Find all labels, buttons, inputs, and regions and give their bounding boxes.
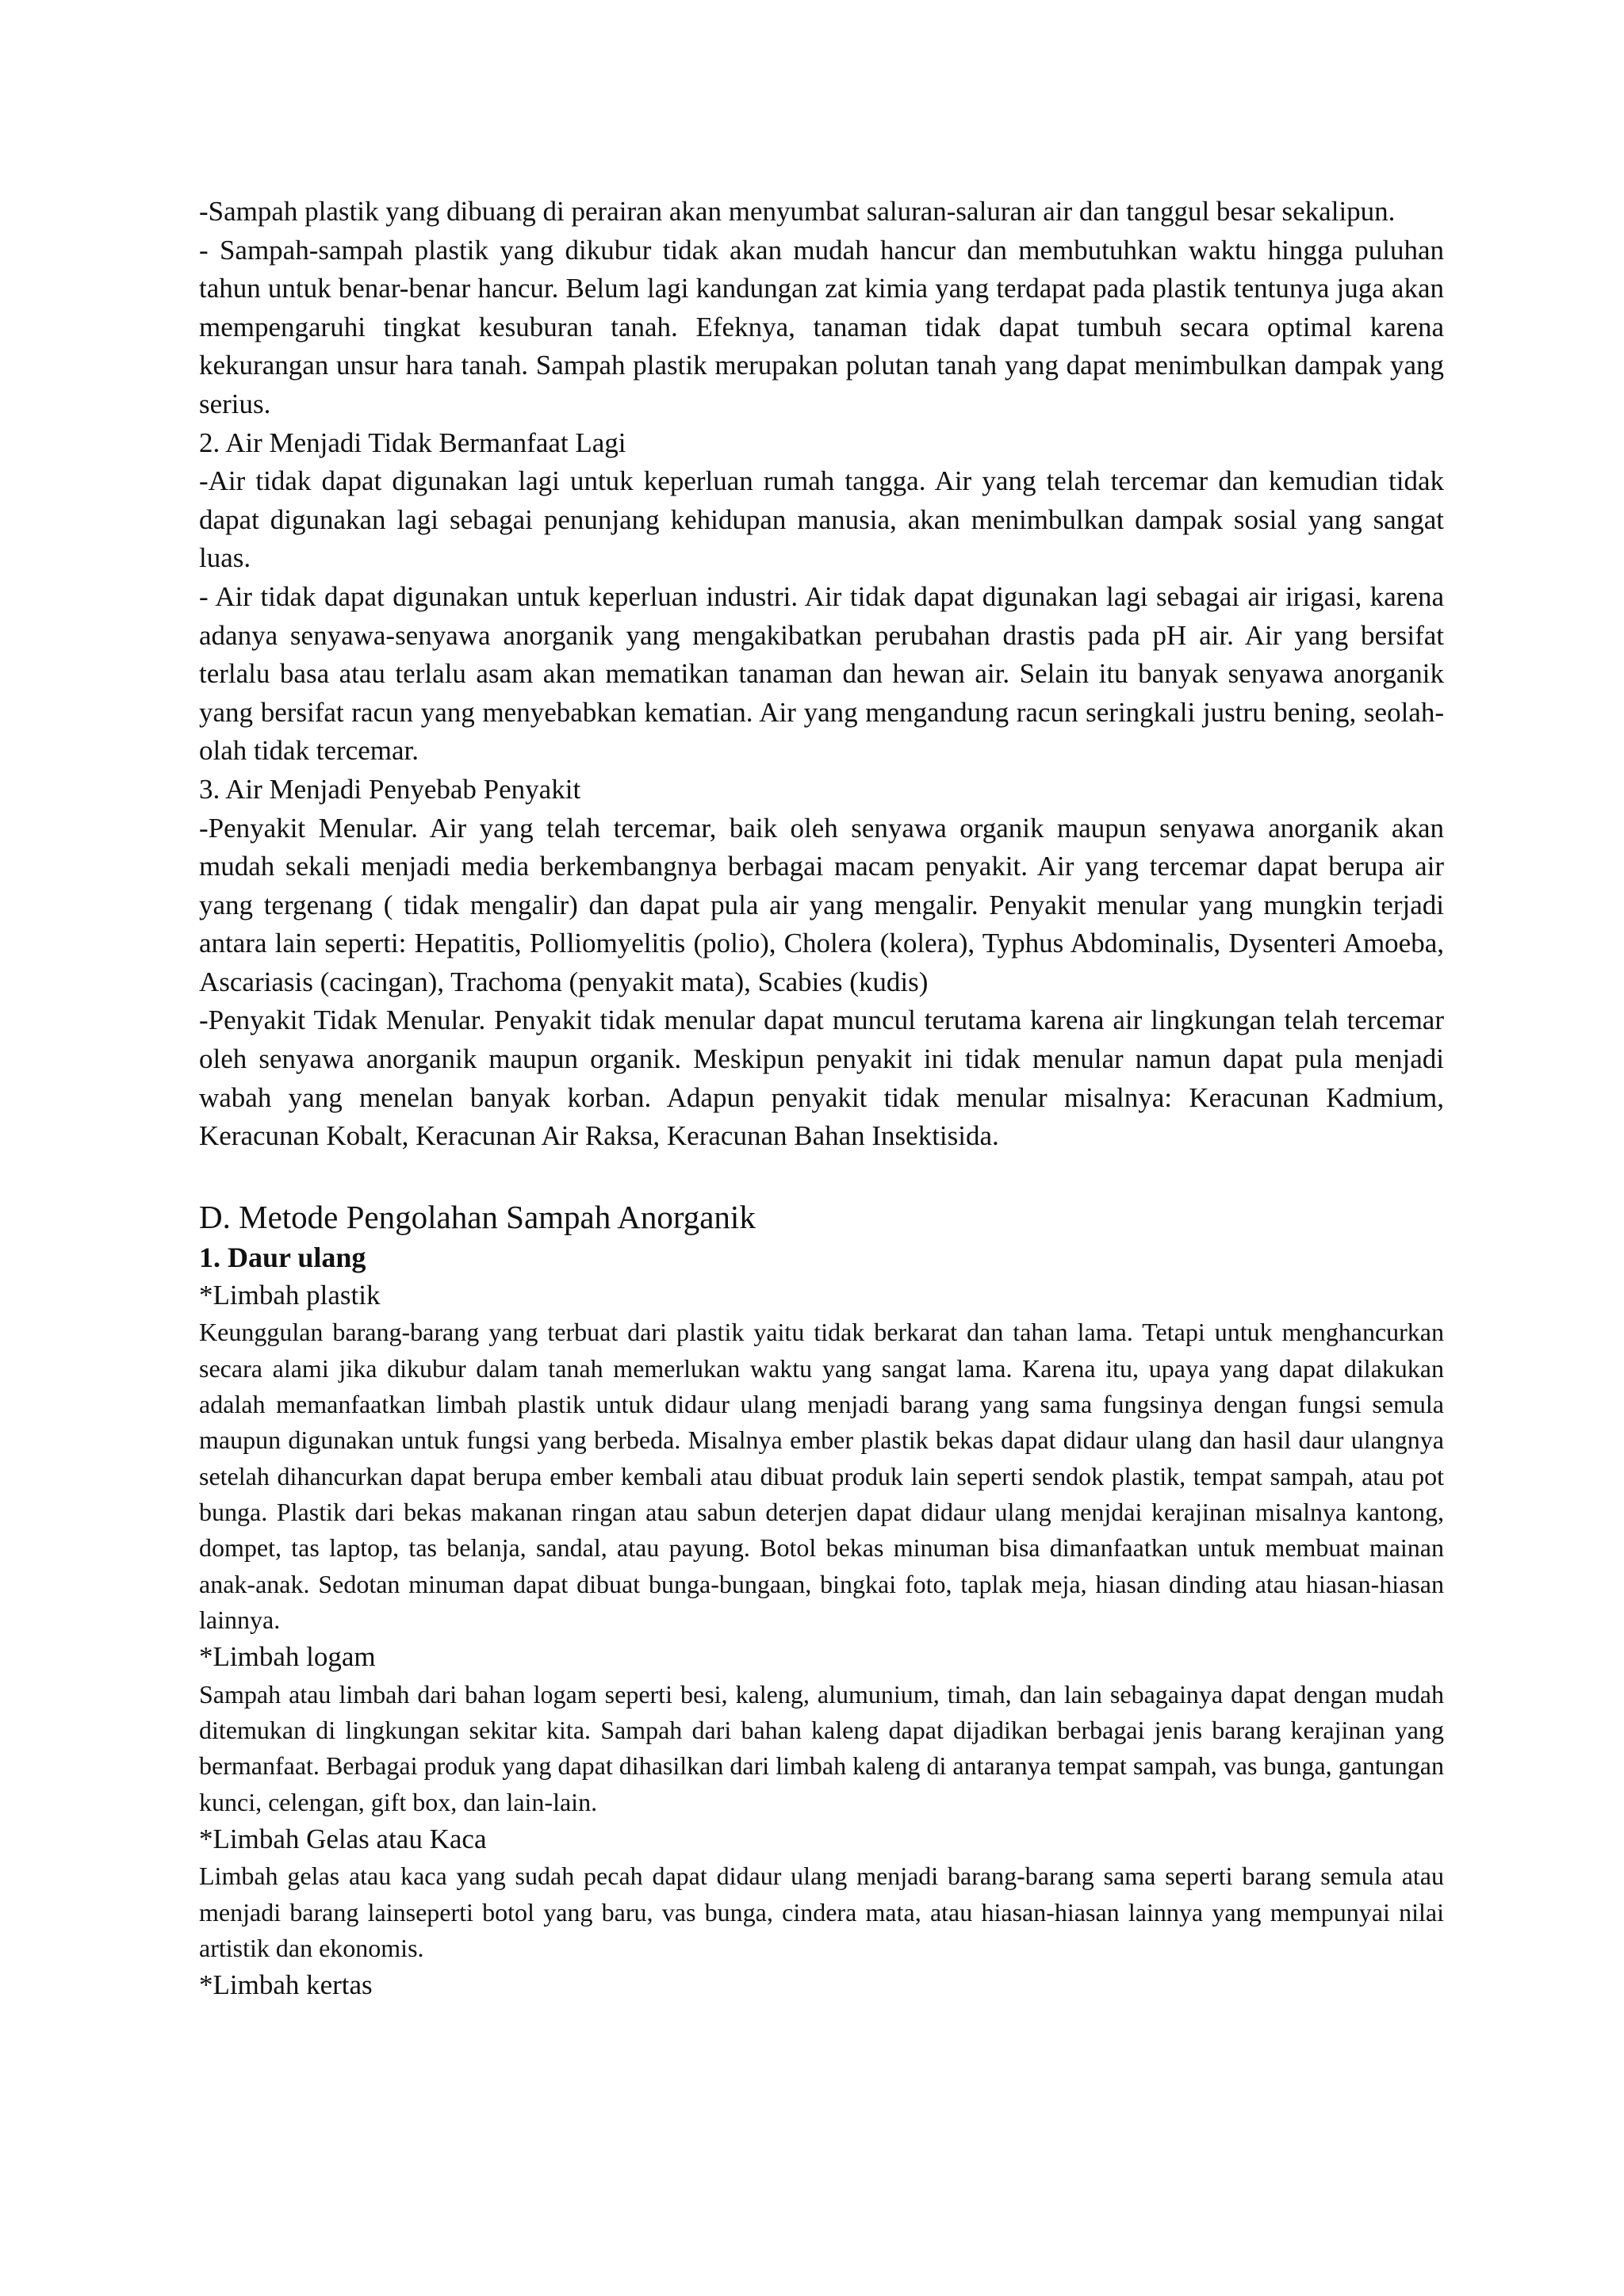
paragraph-plastic-buried: - Sampah-sampah plastik yang dikubur tidak akan mudah hancur dan membutuhkan waktu hingga puluhan tahun untuk benar-benar hancur. Belum lagi kandungan zat kimia yang terdapat pada plastik tentunya juga akan mempengaruhi tingkat kesuburan tanah. Efeknya, tanaman tidak dapat tumbuh secara optimal karena kekurangan unsur hara tanah. Sampah plastik merupakan polutan tanah yang dapat menimbulkan dampak yang serius.: [199, 234, 1444, 419]
section-spacer: [199, 1156, 1444, 1196]
heading-water-disease: 3. Air Menjadi Penyebab Penyakit: [199, 773, 581, 805]
paragraph-household-water: -Air tidak dapat digunakan lagi untuk keperluan rumah tangga. Air yang telah tercemar dan kemudian tidak dapat digunakan lagi sebagai penunjang kehidupan manusia, akan menimbulkan dampak sosial yang sangat luas.: [199, 465, 1444, 574]
metal-waste-label: *Limbah logam: [199, 1641, 376, 1673]
glass-waste-text: Limbah gelas atau kaca yang sudah pecah dapat didaur ulang menjadi barang-barang sama seperti barang semula atau menjadi barang lainseperti botol yang baru, vas bunga, cindera mata, atau hiasan-hiasan lainnya yang mempunyai nilai artistik dan ekonomis.: [199, 1862, 1444, 1963]
section-d-heading: D. Metode Pengolahan Sampah Anorganik: [199, 1198, 756, 1235]
plastic-waste-text: Keunggulan barang-barang yang terbuat dari plastik yaitu tidak berkarat dan tahan lama. Tetapi untuk menghancurkan secara alami jika dikubur dalam tanah memerlukan waktu yang sangat lama. Karena itu, upaya yang dapat dilakukan adalah memanfaatkan limbah plastik untuk didaur ulang menjadi barang yang sama fungsinya dengan fungsi semula maupun digunakan untuk fungsi yang berbeda. Misalnya ember plastik bekas dapat didaur ulang dan hasil daur ulangnya setelah dihancurkan dapat berupa ember kembali atau dibuat produk lain seperti sendok plastik, tempat sampah, atau pot bunga. Plastik dari bekas makanan ringan atau sabun deterjen dapat didaur ulang menjdai kerajinan misalnya kantong, dompet, tas laptop, tas belanja, sandal, atau payung. Botol bekas minuman bisa dimanfaatkan untuk membuat mainan anak-anak. Sedotan minuman dapat dibuat bunga-bungaan, bingkai foto, taplak meja, hiasan dinding atau hiasan-hiasan lainnya.: [199, 1318, 1444, 1634]
paragraph-infectious-disease: -Penyakit Menular. Air yang telah tercemar, baik oleh senyawa organik maupun senyawa anorganik akan mudah sekali menjadi media berkembangnya berbagai macam penyakit. Air yang tercemar dapat berupa air yang tergenang ( tidak mengalir) dan dapat pula air yang mengalir. Penyakit menular yang mungkin terjadi antara lain seperti: Hepatitis, Polliomyelitis (polio), Cholera (kolera), Typhus Abdominalis, Dysenteri Amoeba, Ascariasis (cacingan), Trachoma (penyakit mata), Scabies (kudis): [199, 812, 1444, 997]
paragraph-noninfectious-disease: -Penyakit Tidak Menular. Penyakit tidak menular dapat muncul terutama karena air lingkungan telah tercemar oleh senyawa anorganik maupun organik. Meskipun penyakit ini tidak menular namun dapat pula menjadi wabah yang menelan banyak korban. Adapun penyakit tidak menular misalnya: Keracunan Kadmium, Keracunan Kobalt, Keracunan Air Raksa, Keracunan Bahan Insektisida.: [199, 1004, 1444, 1152]
plastic-waste-label: *Limbah plastik: [199, 1279, 381, 1311]
recycling-subheading: 1. Daur ulang: [199, 1241, 366, 1273]
heading-water-unusable: 2. Air Menjadi Tidak Bermanfaat Lagi: [199, 427, 626, 458]
document-page: [199, 193, 1444, 2005]
metal-waste-text: Sampah atau limbah dari bahan logam seperti besi, kaleng, alumunium, timah, dan lain sebagainya dapat dengan mudah ditemukan di lingkungan sekitar kita. Sampah dari bahan kaleng dapat dijadikan berbagai jenis barang kerajinan yang bermanfaat. Berbagai produk yang dapat dihasilkan dari limbah kaleng di antaranya tempat sampah, vas bunga, gantungan kunci, celengan, gift box, dan lain-lain.: [199, 1679, 1444, 1816]
glass-waste-label: *Limbah Gelas atau Kaca: [199, 1823, 487, 1854]
paragraph-plastic-waterways: -Sampah plastik yang dibuang di perairan akan menyumbat saluran-saluran air dan tanggul besar sekalipun.: [199, 196, 1396, 227]
paper-waste-label: *Limbah kertas: [199, 1969, 373, 2001]
paragraph-industrial-water: - Air tidak dapat digunakan untuk keperluan industri. Air tidak dapat digunakan lagi sebagai air irigasi, karena adanya senyawa-senyawa anorganik yang mengakibatkan perubahan drastis pada pH air. Air yang bersifat terlalu basa atau terlalu asam akan mematikan tanaman dan hewan air. Selain itu banyak senyawa anorganik yang bersifat racun yang menyebabkan kematian. Air yang mengandung racun seringkali justru bening, seolah-olah tidak tercemar.: [199, 580, 1444, 767]
